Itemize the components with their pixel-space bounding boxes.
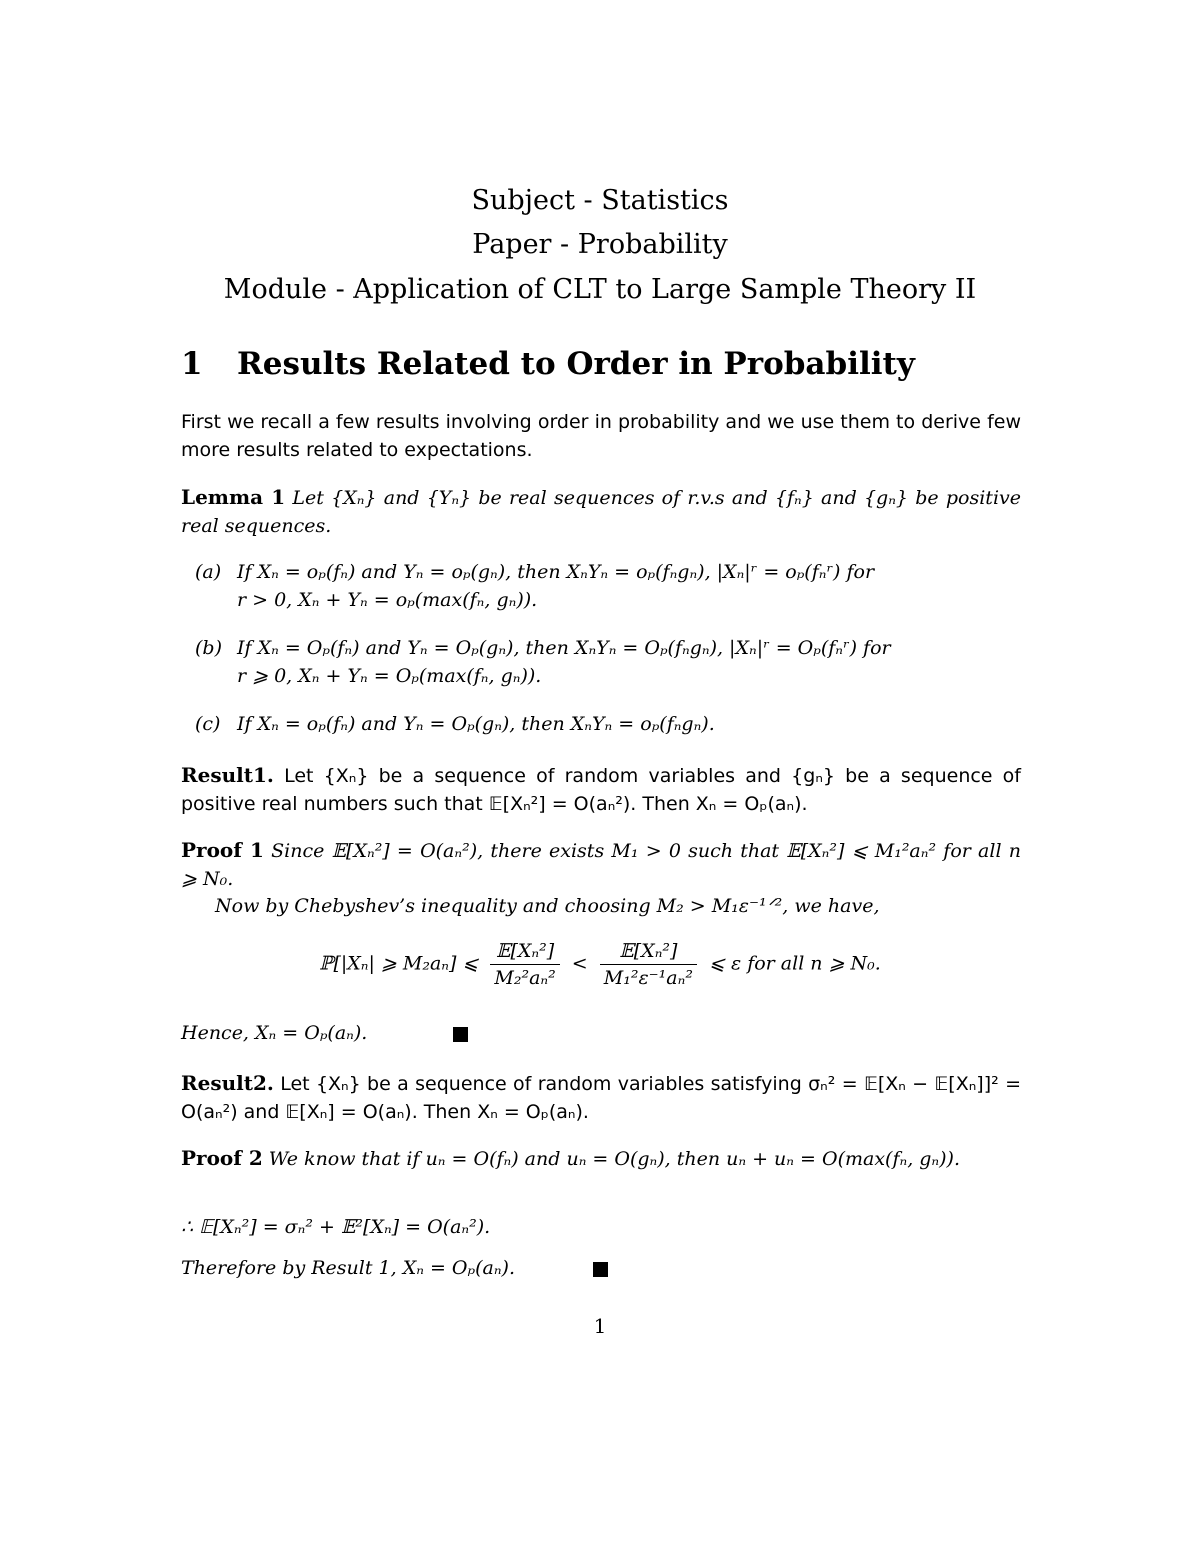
- result1-paragraph: [181, 761, 1021, 818]
- proof2-label: Proof 2: [181, 1146, 263, 1170]
- qed-square-icon: [593, 1262, 608, 1277]
- fraction-2-numerator: 𝔼[Xₙ²]: [600, 940, 697, 965]
- chebyshev-equation: [0, 940, 1200, 989]
- fraction-1-denominator: M₂²aₙ²: [494, 967, 556, 989]
- proof2-conclusion: Therefore by Result 1, Xₙ = Oₚ(aₙ).: [181, 1257, 516, 1279]
- lemma-item-a: [195, 558, 1021, 614]
- proof1-text: Since 𝔼[Xₙ²] = O(aₙ²), there exists M₁ > 0 such that 𝔼[Xₙ²] ⩽ M₁²aₙ² for all n ⩾ N₀.: [181, 840, 1021, 890]
- item-line2: r > 0, Xₙ + Yₙ = oₚ(max(fₙ, gₙ)).: [237, 589, 538, 611]
- lemma-text: Let {Xₙ} and {Yₙ} be real sequences of r.v.s and {fₙ} and {gₙ} be positive real sequences.: [181, 487, 1021, 537]
- intro-paragraph: First we recall a few results involving order in probability and we use them to derive few more results related to expectations.: [181, 411, 1021, 461]
- fraction-2: [600, 940, 697, 989]
- proof2-line2: ∴ 𝔼[Xₙ²] = σₙ² + 𝔼²[Xₙ] = O(aₙ²).: [181, 1216, 491, 1238]
- module-title: Module - Application of CLT to Large Sample Theory II: [223, 274, 977, 305]
- result2-paragraph: [181, 1069, 1021, 1126]
- section-number: 1: [181, 346, 203, 382]
- proof1-paragraph: [181, 836, 1021, 893]
- paper-title: Paper - Probability: [472, 229, 728, 260]
- page-number: 1: [593, 1314, 607, 1338]
- fraction-1: [490, 940, 559, 989]
- proof1-conclusion: Hence, Xₙ = Oₚ(aₙ).: [181, 1022, 368, 1044]
- proof2-text: We know that if uₙ = O(fₙ) and uₙ = O(gₙ), then uₙ + uₙ = O(max(fₙ, gₙ)).: [268, 1148, 960, 1170]
- lemma-label: Lemma 1: [181, 485, 286, 509]
- item-line1: If Xₙ = Oₚ(fₙ) and Yₙ = Oₚ(gₙ), then XₙYₙ = Oₚ(fₙgₙ), |Xₙ|ʳ = Oₚ(fₙʳ) for: [237, 637, 891, 659]
- proof2-conclusion-line: [181, 1254, 1021, 1282]
- result1-label: Result1.: [181, 763, 274, 787]
- lemma-statement: [181, 483, 1021, 540]
- proof1-label: Proof 1: [181, 838, 264, 862]
- qed-square-icon: [453, 1027, 468, 1042]
- lemma-item-c: [195, 710, 1021, 738]
- item-line1: If Xₙ = oₚ(fₙ) and Yₙ = oₚ(gₙ), then XₙYₙ = oₚ(fₙgₙ), |Xₙ|ʳ = oₚ(fₙʳ) for: [237, 561, 875, 583]
- eq-lhs: ℙ[|Xₙ| ⩾ M₂aₙ] ⩽: [319, 952, 479, 975]
- section-title: Results Related to Order in Probability: [237, 346, 915, 382]
- eq-rhs: ⩽ ε for all n ⩾ N₀.: [709, 952, 881, 975]
- fraction-2-denominator: M₁²ε⁻¹aₙ²: [603, 967, 693, 989]
- fraction-1-numerator: 𝔼[Xₙ²]: [490, 940, 559, 965]
- section-heading: [181, 346, 915, 382]
- result1-text: Let {Xₙ} be a sequence of random variables and {gₙ} be a sequence of positive real numbers such that 𝔼[Xₙ²] = O(aₙ²). Then Xₙ = Oₚ(aₙ).: [181, 765, 1021, 815]
- item-tag: (a): [195, 561, 222, 583]
- proof1-conclusion-line: [181, 1019, 1021, 1047]
- result2-label: Result2.: [181, 1071, 274, 1095]
- item-line2: r ⩾ 0, Xₙ + Yₙ = Oₚ(max(fₙ, gₙ)).: [237, 665, 542, 687]
- lemma-item-b: [195, 634, 1021, 690]
- item-tag: (c): [195, 713, 221, 735]
- item-line1: If Xₙ = oₚ(fₙ) and Yₙ = Oₚ(gₙ), then XₙYₙ = oₚ(fₙgₙ).: [237, 713, 715, 735]
- result2-text: Let {Xₙ} be a sequence of random variables satisfying σₙ² = 𝔼[Xₙ − 𝔼[Xₙ]]² = O(aₙ²) and 𝔼[Xₙ] = O(aₙ). Then Xₙ = Oₚ(aₙ).: [181, 1073, 1021, 1123]
- proof1-line2: Now by Chebyshev’s inequality and choosing M₂ > M₁ε⁻¹ᐟ², we have,: [215, 895, 880, 917]
- subject-title: Subject - Statistics: [471, 185, 729, 216]
- eq-less-than: <: [571, 952, 588, 975]
- proof2-paragraph: [181, 1144, 1021, 1173]
- item-tag: (b): [195, 637, 222, 659]
